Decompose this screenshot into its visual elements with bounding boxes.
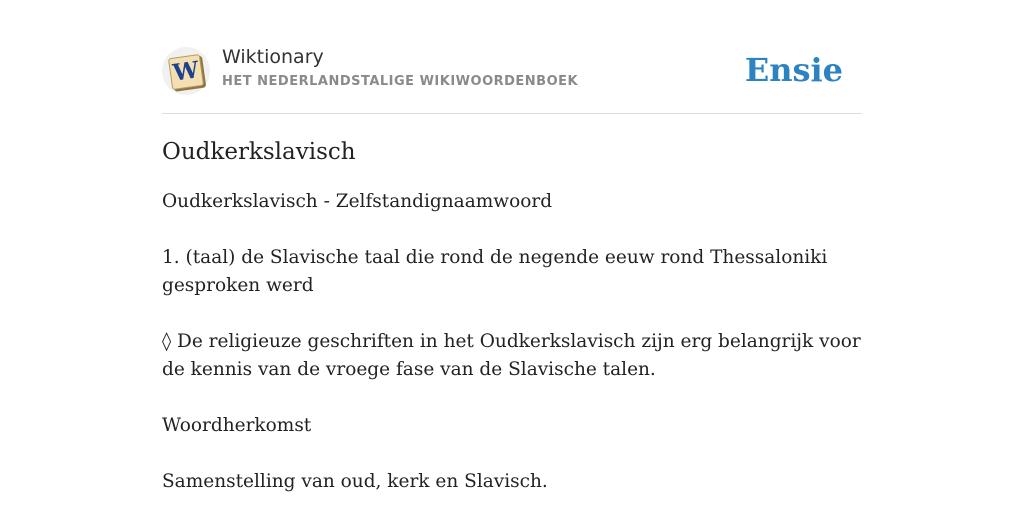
logo-tile bbox=[168, 54, 204, 90]
entry-content bbox=[162, 136, 864, 496]
word-class-line: Oudkerkslavisch - Zelfstandignaamwoord bbox=[162, 191, 553, 212]
etymology-text: Samenstelling van oud, kerk en Slavisch. bbox=[162, 471, 548, 492]
definition-text: 1. (taal) de Slavische taal die rond de negende eeuw rond Thessaloniki gesproken werd bbox=[162, 247, 828, 296]
example-sentence: ◊ De religieuze geschriften in het Oudkerkslavisch zijn erg belangrijk voor de kennis van de vroege fase van de Slavische talen. bbox=[162, 331, 861, 380]
etymology-heading: Woordherkomst bbox=[162, 415, 312, 436]
site-subtitle: HET NEDERLANDSTALIGE WIKIWOORDENBOEK bbox=[222, 74, 579, 89]
wiktionary-logo-icon[interactable] bbox=[162, 47, 210, 95]
site-header bbox=[162, 44, 862, 114]
site-name[interactable]: Wiktionary bbox=[222, 46, 324, 68]
logo-letter: W bbox=[171, 56, 201, 87]
page-title: Oudkerkslavisch bbox=[162, 139, 356, 165]
ensie-brand-logo[interactable]: Ensie bbox=[744, 51, 843, 89]
